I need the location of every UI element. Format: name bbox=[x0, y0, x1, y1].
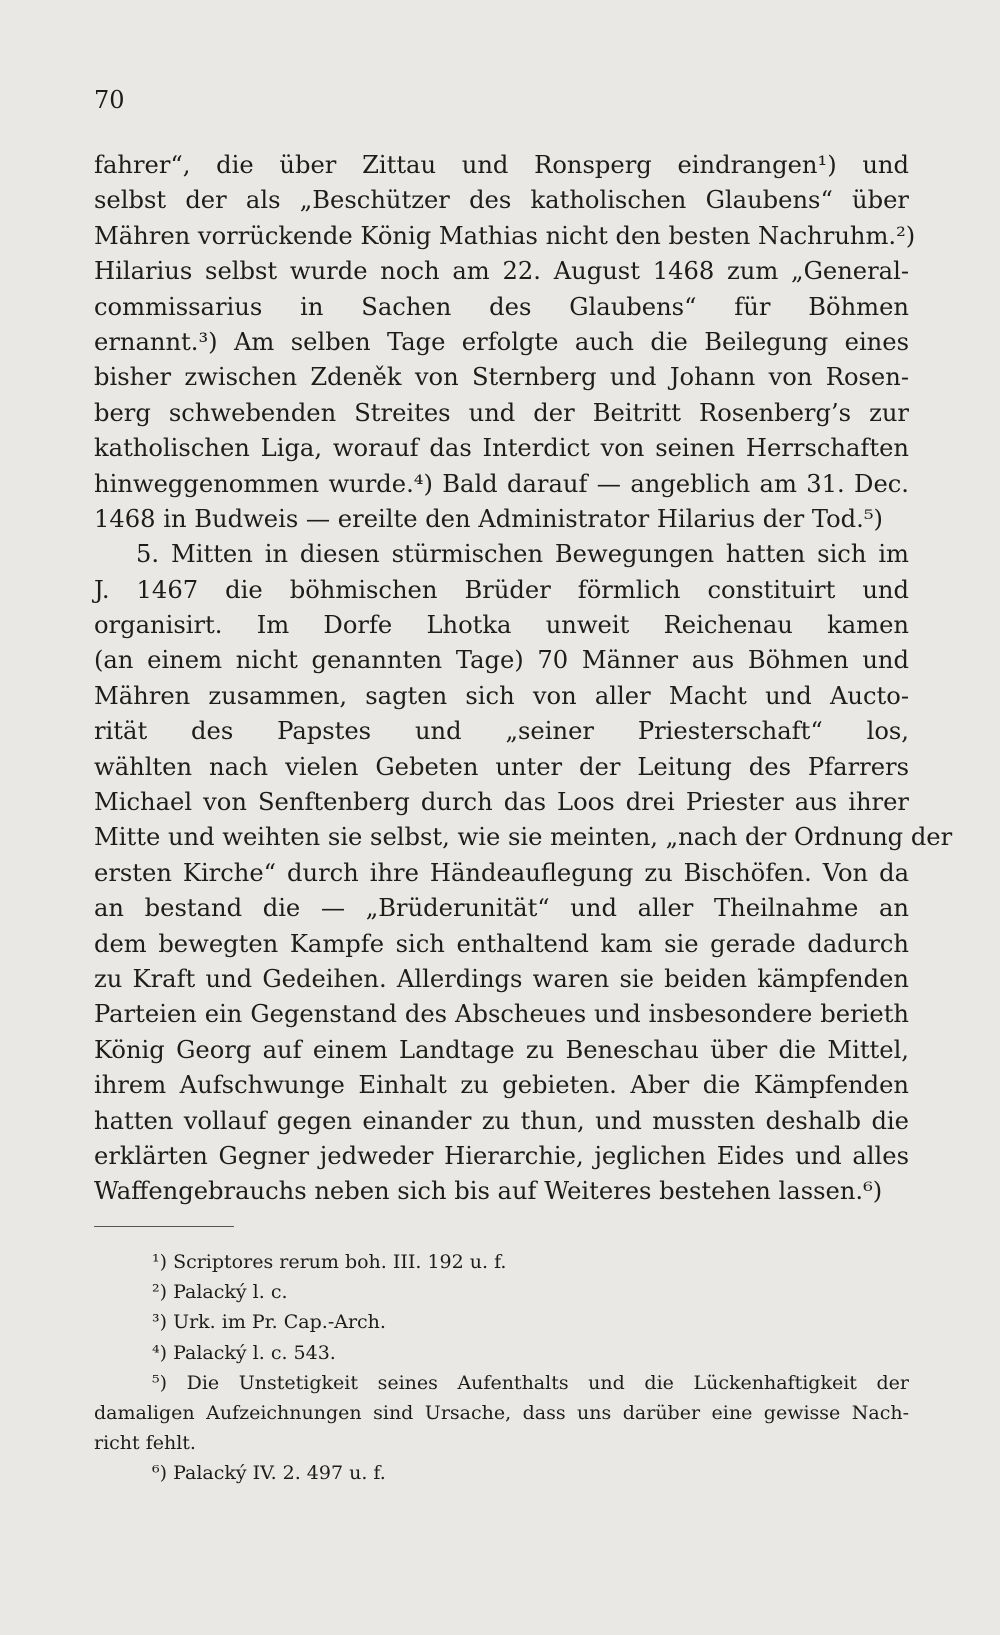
text-line: 1468 in Budweis — ereilte den Administrator Hilarius der Tod.⁵) bbox=[94, 504, 883, 533]
footnote: ⁶) Palacký IV. 2. 497 u. f. bbox=[152, 1462, 386, 1485]
text-line: rität des Papstes und „seiner Priesterschaft“ los, bbox=[94, 717, 909, 746]
text-line: König Georg auf einem Landtage zu Beneschau über die Mittel, bbox=[94, 1035, 909, 1064]
footnotes bbox=[94, 1247, 909, 1489]
text-line: Mitte und weihten sie selbst, wie sie meinten, „nach der Ordnung der bbox=[94, 823, 953, 852]
footnote-continuation: richt fehlt. bbox=[94, 1432, 196, 1455]
text-line: commissarius in Sachen des Glaubens“ für Böhmen bbox=[94, 292, 909, 321]
text-line: berg schwebenden Streites und der Beitritt Rosenberg’s zur bbox=[94, 398, 909, 427]
paragraph-start-line: 5. Mitten in diesen stürmischen Bewegungen hatten sich im bbox=[136, 540, 909, 569]
footnote: ⁴) Palacký l. c. 543. bbox=[152, 1341, 336, 1364]
text-line: J. 1467 die böhmischen Brüder förmlich constituirt und bbox=[94, 575, 909, 604]
text-line: dem bewegten Kampfe sich enthaltend kam sie gerade dadurch bbox=[94, 929, 909, 958]
footnote: ³) Urk. im Pr. Cap.-Arch. bbox=[152, 1311, 386, 1334]
text-line: Mähren vorrückende König Mathias nicht den besten Nachruhm.²) bbox=[94, 221, 916, 250]
text-line: selbst der als „Beschützer des katholischen Glaubens“ über bbox=[94, 186, 909, 215]
text-line: katholischen Liga, worauf das Interdict von seinen Herrschaften bbox=[94, 434, 909, 463]
footnote-continuation: damaligen Aufzeichnungen sind Ursache, dass uns darüber eine gewisse Nach- bbox=[94, 1401, 909, 1424]
text-line: ersten Kirche“ durch ihre Händeauflegung zu Bischöfen. Von da bbox=[94, 858, 909, 887]
text-line: wählten nach vielen Gebeten unter der Leitung des Pfarrers bbox=[94, 752, 909, 781]
text-line: organisirt. Im Dorfe Lhotka unweit Reichenau kamen bbox=[94, 611, 909, 640]
text-line: ernannt.³) Am selben Tage erfolgte auch die Beilegung eines bbox=[94, 327, 909, 356]
text-line: hinweggenommen wurde.⁴) Bald darauf — angeblich am 31. Dec. bbox=[94, 469, 909, 498]
text-line: bisher zwischen Zdeněk von Sternberg und Johann von Rosen- bbox=[94, 363, 909, 392]
footnote: ²) Palacký l. c. bbox=[152, 1281, 288, 1304]
text-line: Waffengebrauchs neben sich bis auf Weiteres bestehen lassen.⁶) bbox=[94, 1177, 883, 1206]
text-line: an bestand die — „Brüderunität“ und aller Theilnahme an bbox=[94, 894, 909, 923]
text-line: zu Kraft und Gedeihen. Allerdings waren sie beiden kämpfenden bbox=[94, 964, 909, 993]
text-line: Hilarius selbst wurde noch am 22. August 1468 zum „General- bbox=[94, 257, 909, 286]
footnote: ⁵) Die Unstetigkeit seines Aufenthalts und die Lückenhaftigkeit der bbox=[152, 1371, 909, 1394]
text-line: hatten vollauf gegen einander zu thun, und mussten deshalb die bbox=[94, 1106, 909, 1135]
footnote-rule bbox=[94, 1226, 234, 1227]
text-line: (an einem nicht genannten Tage) 70 Männer aus Böhmen und bbox=[94, 646, 909, 675]
page-number: 70 bbox=[94, 86, 125, 114]
footnote: ¹) Scriptores rerum boh. III. 192 u. f. bbox=[152, 1251, 507, 1273]
body-text bbox=[94, 148, 953, 1210]
text-line: ihrem Aufschwunge Einhalt zu gebieten. Aber die Kämpfenden bbox=[94, 1071, 909, 1100]
text-line: fahrer“, die über Zittau und Ronsperg eindrangen¹) und bbox=[94, 151, 909, 179]
text-line: Parteien ein Gegenstand des Abscheues und insbesondere berieth bbox=[94, 1000, 909, 1029]
text-line: erklärten Gegner jedweder Hierarchie, jeglichen Eides und alles bbox=[94, 1141, 909, 1170]
text-line: Mähren zusammen, sagten sich von aller Macht und Aucto- bbox=[94, 681, 909, 710]
text-line: Michael von Senftenberg durch das Loos drei Priester aus ihrer bbox=[94, 788, 909, 817]
